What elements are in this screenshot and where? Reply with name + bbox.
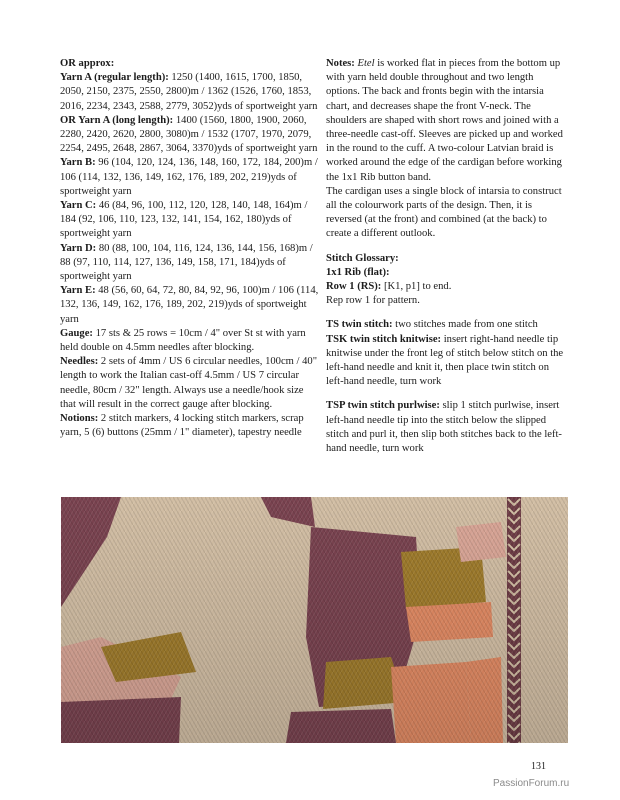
ts-definition: TS twin stitch: two stitches made from one stitch xyxy=(326,319,538,331)
yarn-b-entry: Yarn B: 96 (104, 120, 124, 136, 148, 160, 172, 184, 200)m / 106 (114, 132, 136, 149, 162, 176, 189, 202, 219)yds of sportweight yarn xyxy=(60,157,318,197)
intarsia-illustration xyxy=(61,497,568,743)
rib-repeat: Rep row 1 for pattern. xyxy=(326,295,420,307)
gauge-entry: Gauge: 17 sts & 25 rows = 10cm / 4" over St st with yarn held double on 4.5mm needles after blocking. xyxy=(60,327,306,354)
yarn-d-entry: Yarn D: 80 (88, 100, 104, 116, 124, 136, 144, 156, 168)m / 88 (97, 110, 114, 127, 136, 149, 158, 171, 184)yds of sportweight yarn xyxy=(60,242,313,283)
materials-heading: OR approx: xyxy=(60,58,115,69)
rib-heading: 1x1 Rib (flat): xyxy=(326,266,390,278)
notions-entry: Notions: 2 stitch markers, 4 locking stitch markers, scrap yarn, 5 (6) buttons (25mm / 1" diameter), tapestry needle xyxy=(60,413,304,439)
notes-column xyxy=(326,57,566,456)
photo-shading xyxy=(61,497,568,743)
tsp-definition: TSP twin stitch purlwise: slip 1 stitch purlwise, insert left-hand needle tip into the stitch below the slipped stitch and purl it, then slip both stitches back to the left-hand needle, turn work xyxy=(326,400,562,455)
glossary-heading: Stitch Glossary: xyxy=(326,252,399,264)
materials-column xyxy=(60,57,322,440)
watermark: PassionForum.ru xyxy=(493,778,570,789)
tsk-definition: TSK twin stitch knitwise: insert right-hand needle tip knitwise under the front leg of stitch below stitch on the left-hand needle and knit it, then place twin stitch on left-hand needle, turn work xyxy=(326,333,564,388)
yarn-c-entry: Yarn C: 46 (84, 96, 100, 112, 120, 128, 140, 148, 164)m / 184 (92, 106, 110, 123, 132, 141, 154, 162, 180)yds of sportweight yarn xyxy=(60,200,308,240)
page-number: 131 xyxy=(531,761,546,772)
knitted-intarsia-photo xyxy=(61,497,568,743)
intarsia-paragraph: The cardigan uses a single block of intarsia to construct all the colourwork parts of the design. Then, it is reversed (at the front) and combined (at the back) to create a different outlook. xyxy=(326,185,562,240)
yarn-a-long-entry: OR Yarn A (long length): 1400 (1560, 1800, 1900, 2060, 2280, 2420, 2620, 2800, 3080)m / 1532 (1707, 1970, 2079, 2254, 2495, 2648, 2867, 3064, 3370)yds of sportweight yarn xyxy=(60,114,318,155)
needles-entry: Needles: 2 sets of 4mm / US 6 circular needles, 100cm / 40" length to work the Italian cast-off 4.5mm / US 7 circular needle, 80cm / 32" length. Always use a needle/hook size that will result in the correct gauge after blocking. xyxy=(60,356,318,410)
yarn-a-entry: Yarn A (regular length): 1250 (1400, 1615, 1700, 1850, 2050, 2150, 2375, 2550, 2800)m / 1362 (1526, 1760, 1853, 2016, 2234, 2343, 2588, 2779, 3052)yds of sportweight yarn xyxy=(60,72,318,112)
yarn-e-entry: Yarn E: 48 (56, 60, 64, 72, 80, 84, 92, 96, 100)m / 106 (114, 132, 136, 149, 162, 176, 189, 202, 219)yds of sportweight yarn xyxy=(60,285,319,325)
notes-paragraph: Notes: Etel is worked flat in pieces from the bottom up with yarn held double throughout and two length options. The back and fronts begin with the intarsia chart, and decreases shape the front V-neck. The shoulders are shaped with short rows and joined with a three-needle cast-off. Sleeves are picked up and worked in the round to the cuff. A two-colour Latvian braid is worked around the edge of the cardigan before working the 1x1 Rib button band. xyxy=(326,58,563,183)
rib-row-1: Row 1 (RS): [K1, p1] to end. xyxy=(326,281,452,293)
